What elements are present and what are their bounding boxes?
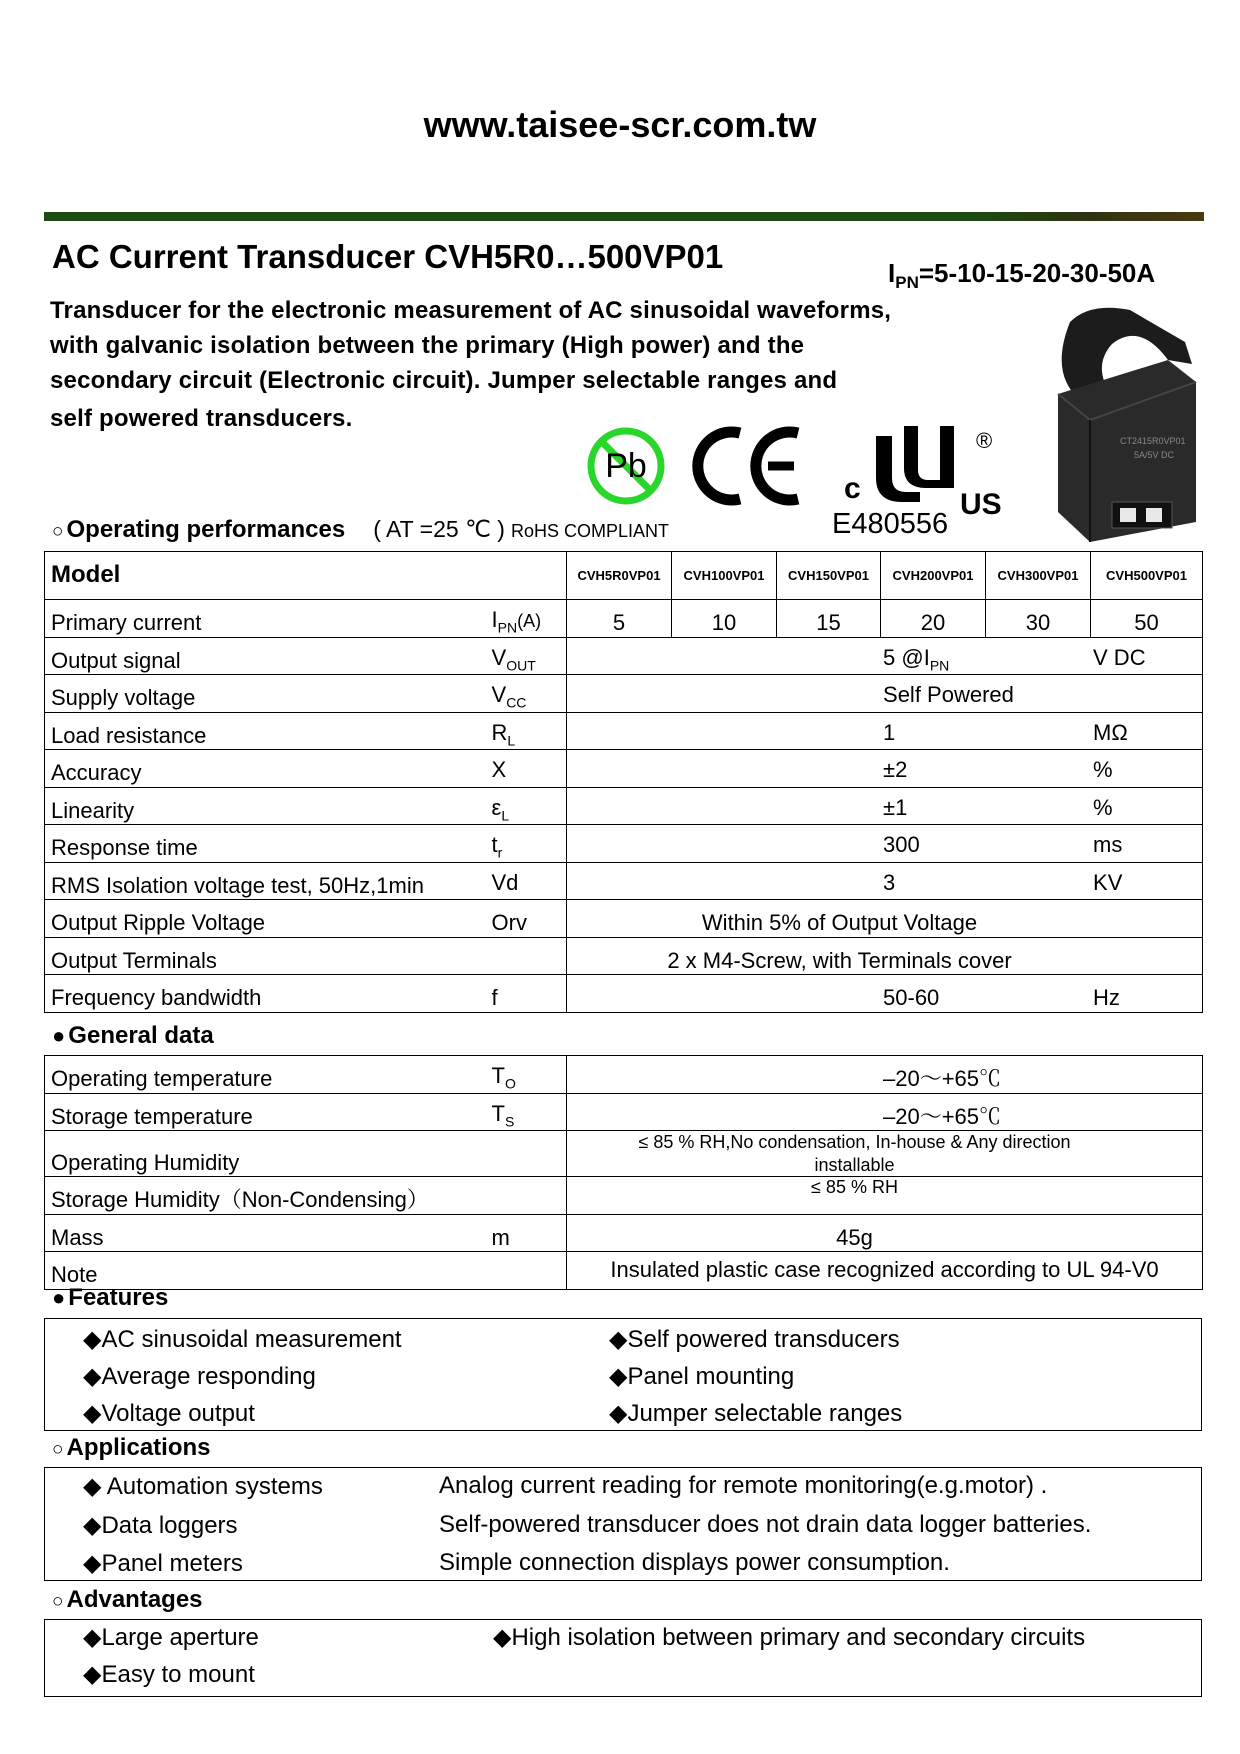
param-unit: % [1093,794,1113,820]
storage-humidity-row [45,1177,1203,1215]
advantages-heading: ○ Advantages [52,1586,203,1613]
param-name: Mass [45,1214,486,1252]
primary-current-value: 30 [986,600,1091,638]
model-label: Model [45,552,567,600]
advantage-item: ◆High isolation between primary and secondary circuits [493,1624,1086,1651]
frequency-row [45,975,1203,1013]
param-unit: KV [1093,869,1123,895]
note-row [45,1252,1203,1290]
pb-text: Pb [605,447,647,485]
param-name: RMS Isolation voltage test, 50Hz,1min [45,862,486,900]
param-value-cell [567,675,1203,713]
registered-mark: ® [976,428,993,453]
primary-current-value: 10 [672,600,777,638]
operating-performances-table [44,551,1203,1013]
features-box [44,1318,1202,1431]
photo-label-rating: 5A/5V DC [1134,450,1175,460]
advantages-box [44,1619,1202,1697]
param-unit: Hz [1093,985,1120,1011]
param-value: ≤ 85 % RH [567,1177,1203,1215]
application-name: ◆Panel meters [83,1550,243,1577]
param-symbol: $\varepsilon_L$ [486,787,567,825]
photo-label-model: CT2415R0VP01 [1120,436,1186,446]
description-line-4: self powered transducers. [50,405,353,432]
param-symbol: $V_{OUT}$ [486,637,567,675]
primary-current-row [45,600,1203,638]
param-value: 5 $@I_{PN}$ [883,644,950,674]
primary-current-value: 50 [1091,600,1203,638]
param-name: Linearity [45,787,486,825]
ul-listed-logo [836,418,1002,521]
model-cell: CVH500VP01 [1091,552,1203,600]
param-name: Output Terminals [45,937,486,975]
description-line-2: with galvanic isolation between the primary (High power) and the [50,332,805,359]
param-symbol: $V_{CC}$ [486,675,567,713]
mass-row [45,1214,1203,1252]
product-title: AC Current Transducer CVH5R0…500VP01 [52,238,724,275]
param-symbol [486,1131,567,1177]
model-cell: CVH200VP01 [881,552,986,600]
param-unit: ms [1093,832,1123,858]
applications-heading: ○ Applications [52,1434,211,1461]
param-unit: MΩ [1093,719,1128,745]
model-row [45,552,1203,600]
ul-c-text: c [844,472,861,505]
current-transducer-photo [1050,302,1200,542]
model-cell: CVH5R0VP01 [567,552,672,600]
param-value: Self Powered [883,682,1014,708]
param-value: Within 5% of Output Voltage [567,900,1203,938]
param-value-cell [567,787,1203,825]
param-symbol: f [486,975,567,1013]
param-value-cell [567,975,1203,1013]
application-name: ◆Data loggers [83,1512,238,1539]
param-value: 3 [883,869,896,895]
feature-item: ◆Jumper selectable ranges [609,1400,903,1427]
application-name: ◆ Automation systems [83,1473,323,1500]
site-url[interactable]: www.taisee-scr.com.tw [423,104,817,145]
parameter-rows [45,637,1203,900]
param-value: –20～+65℃ [567,1093,1203,1131]
param-symbol: $T_O$ [486,1056,567,1094]
param-symbol [486,937,567,975]
feature-item: ◆Self powered transducers [609,1326,900,1353]
general-data-table [44,1055,1203,1290]
param-name: Output Ripple Voltage [45,900,486,938]
parameter-row [45,675,1203,713]
param-value: 1 [883,719,896,745]
output-terminals-row [45,937,1203,975]
operating-performances-heading: ○ Operating performances ( AT =25 ℃ ) RoHS COMPLIANT [52,516,669,543]
param-name: Accuracy [45,750,486,788]
param-symbol: X [486,750,567,788]
param-value: ±1 [883,794,908,820]
application-description: Simple connection displays power consumption. [439,1549,950,1576]
application-description: Analog current reading for remote monitoring(e.g.motor) . [439,1472,1048,1499]
feature-item: ◆Voltage output [83,1400,255,1427]
param-value: 2 x M4-Screw, with Terminals cover [567,937,1203,975]
operating-humidity-row [45,1131,1203,1177]
model-cell: CVH150VP01 [777,552,881,600]
param-unit: % [1093,757,1113,783]
param-value: 300 [883,832,920,858]
parameter-row [45,750,1203,788]
param-symbol: $t_r$ [486,825,567,863]
param-name: Supply voltage [45,675,486,713]
advantage-item: ◆Easy to mount [83,1661,255,1688]
output-ripple-row [45,900,1203,938]
applications-box [44,1467,1202,1581]
advantage-item: ◆Large aperture [83,1624,259,1651]
ce-mark-logo [690,425,810,507]
ipn-range: $I_{PN}=5-10-15-20-30-50A$ [888,258,1156,293]
parameter-row [45,862,1203,900]
param-value-cell [567,862,1203,900]
param-name: Storage Humidity（Non-Condensing） [45,1177,567,1215]
model-cell: CVH300VP01 [986,552,1091,600]
description-line-3: secondary circuit (Electronic circuit). Jumper selectable ranges and [50,367,838,394]
ul-file-number: E480556 [832,508,949,540]
param-name: Frequency bandwidth [45,975,486,1013]
parameter-row [45,825,1203,863]
param-symbol: m [486,1214,567,1252]
parameter-row [45,712,1203,750]
feature-item: ◆AC sinusoidal measurement [83,1326,402,1353]
primary-current-value: 15 [777,600,881,638]
parameter-row [45,787,1203,825]
param-value: ≤ 85 % RH,No condensation, In-house & Any direction installable [567,1131,1203,1177]
description-line-1: Transducer for the electronic measurement of AC sinusoidal waveforms, [50,297,892,324]
param-symbol: Vd [486,862,567,900]
param-name: Operating temperature [45,1056,486,1094]
param-value-cell [567,750,1203,788]
primary-current-value: 20 [881,600,986,638]
param-value: –20～+65℃ [567,1056,1203,1094]
param-symbol: $T_S$ [486,1093,567,1131]
param-value: 45g [567,1214,1203,1252]
param-symbol: Orv [486,900,567,938]
operating-temperature-row [45,1056,1203,1094]
param-value: 50-60 [883,985,940,1011]
param-value-cell [567,712,1203,750]
parameter-row [45,637,1203,675]
feature-item: ◆Average responding [83,1363,316,1390]
param-value: Insulated plastic case recognized according to UL 94-V0 [567,1252,1203,1290]
application-description: Self-powered transducer does not drain data logger batteries. [439,1511,1092,1538]
storage-temperature-row [45,1093,1203,1131]
general-data-heading: ● General data [52,1022,214,1049]
param-name: Output signal [45,637,486,675]
param-symbol: $I_{PN}(A)$ [486,600,567,638]
param-name: Response time [45,825,486,863]
features-heading: ● Features [52,1284,169,1311]
primary-current-value: 5 [567,600,672,638]
param-name: Primary current [45,600,486,638]
param-symbol: $R_L$ [486,712,567,750]
param-name: Load resistance [45,712,486,750]
param-value-cell [567,825,1203,863]
param-value-cell [567,637,1203,675]
header-divider [44,212,1204,221]
pb-free-logo [585,425,667,507]
feature-item: ◆Panel mounting [609,1363,795,1390]
param-unit: V DC [1093,644,1146,670]
param-name: Note [45,1252,567,1290]
param-value: ±2 [883,757,908,783]
ul-us-text: US [960,488,1002,521]
model-cell: CVH100VP01 [672,552,777,600]
param-name: Storage temperature [45,1093,486,1131]
param-name: Operating Humidity [45,1131,486,1177]
